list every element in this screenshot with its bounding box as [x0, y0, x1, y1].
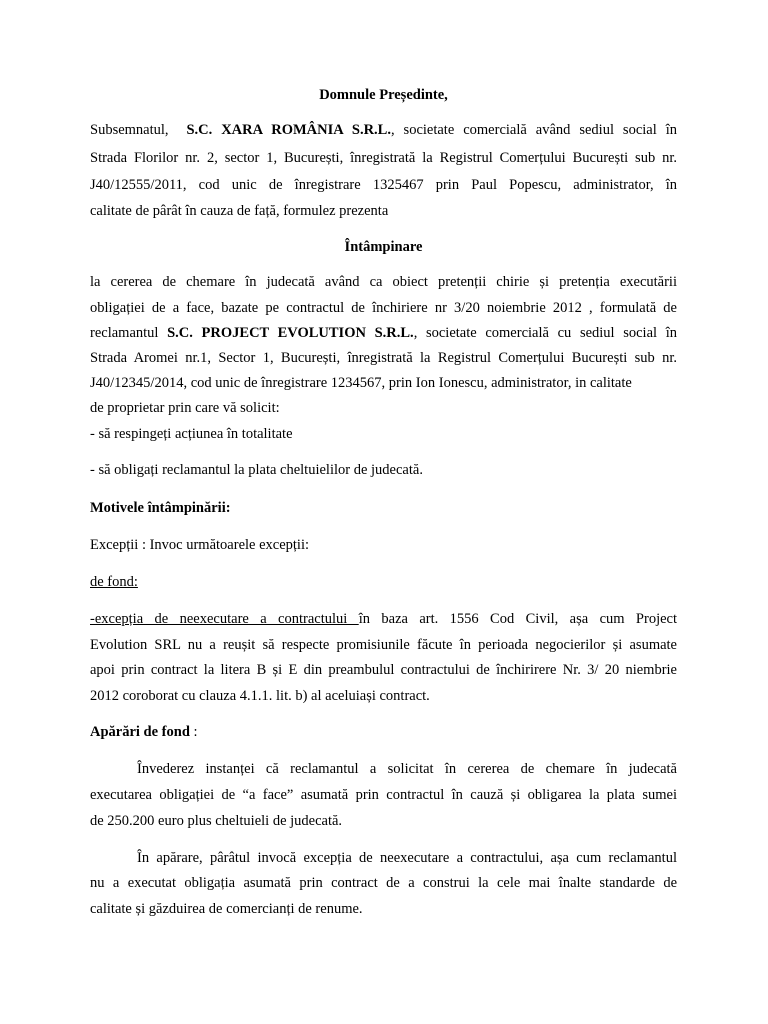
request-2: - să obligați reclamantul la plata cheltuielilor de judecată. [90, 462, 423, 478]
intro-lead: Subsemnatul, [90, 122, 169, 138]
exception-line-4: 2012 coroborat cu clauza 4.1.1. lit. b) al aceluiași contract. [90, 688, 430, 704]
body-line-6: de proprietar prin care vă solicit: [90, 400, 280, 416]
intro-line-3: J40/12555/2011, cod unic de înregistrare 1325467 prin Paul Popescu, administrator, în [90, 177, 677, 193]
para1-line-2: executarea obligației de “a face” asumată prin contractul în cauză și obligarea la plata sumei [90, 787, 677, 803]
para1-line-3: de 250.200 euro plus cheltuieli de judecată. [90, 813, 343, 829]
aparari-colon: : [189, 724, 198, 740]
exception-line-1 [90, 610, 677, 628]
intro-line-2: Strada Florilor nr. 2, sector 1, București, înregistrată la Registrul Comerțului București sub nr. [90, 150, 677, 166]
para2-line-2: nu a executat obligația asumată prin contract de a construi la cele mai înalte standarde de [90, 875, 677, 891]
body-line-4: Strada Aromei nr.1, Sector 1, București, înregistrată la Registrul Comerțului București sub nr. [90, 350, 677, 366]
intro-line-4: calitate de pârât în cauza de față, formulez prezenta [90, 203, 389, 219]
body-line-3 [90, 324, 677, 342]
claimant-name: S.C. PROJECT EVOLUTION S.R.L. [167, 325, 414, 341]
request-1: - să respingeți acțiunea în totalitate [90, 426, 293, 442]
aparari-heading-line [90, 723, 677, 741]
intro-rest: , societate comercială având sediul social în [390, 122, 677, 138]
exception-title: -excepția de neexecutare a contractului [90, 611, 359, 627]
claimant-rest: , societate comercială cu sediul social în [413, 325, 677, 341]
document-title: Întâmpinare [344, 239, 423, 255]
exception-line-3: apoi prin contract la litera B și E din preambulul contractului de închirirere Nr. 3/ 20 niembrie [90, 662, 677, 678]
de-fond-heading: de fond: [90, 574, 138, 590]
exception-line-2: Evolution SRL nu a reușit să respecte promisiunile făcute în perioada negocierilor și asumate [90, 637, 677, 653]
para1-line-1: Învederez instanței că reclamantul a solicitat în cererea de chemare în judecată [137, 761, 677, 777]
intro-line-1 [90, 121, 677, 139]
exception-rest: în baza art. 1556 Cod Civil, așa cum Project [358, 611, 677, 627]
exceptions-line: Excepții : Invoc următoarele excepții: [90, 537, 310, 553]
aparari-heading: Apărări de fond [90, 724, 190, 740]
body-line-1: la cererea de chemare în judecată având ca obiect pretenții chirie și pretenția executării [90, 274, 677, 290]
para2-line-3: calitate și găzduirea de comercianți de renume. [90, 901, 363, 917]
defendant-name: S.C. XARA ROMÂNIA S.R.L. [186, 122, 391, 138]
salutation: Domnule Președinte, [319, 87, 448, 103]
body-line-5: J40/12345/2014, cod unic de înregistrare 1234567, prin Ion Ionescu, administrator, in calitate [90, 375, 632, 391]
para2-line-1: În apărare, pârâtul invocă excepția de neexecutare a contractului, așa cum reclamantul [137, 850, 677, 866]
motives-heading: Motivele întâmpinării: [90, 500, 231, 516]
claimant-lead: reclamantul [90, 325, 159, 341]
body-line-2: obligației de a face, bazate pe contractul de închiriere nr 3/20 noiembrie 2012 , formulată de [90, 300, 677, 316]
